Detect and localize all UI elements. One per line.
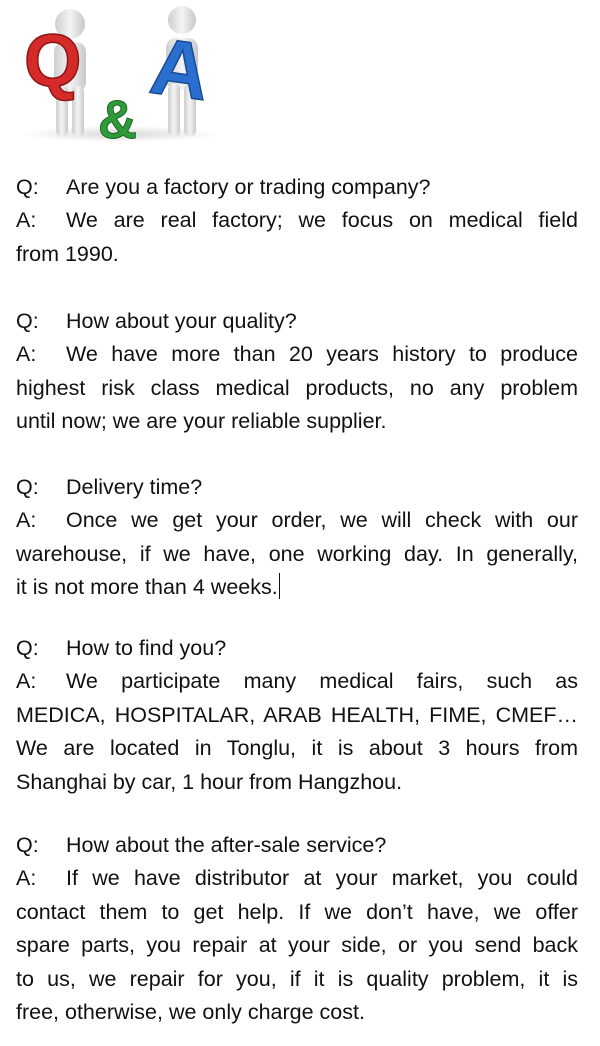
faq-item <box>16 632 578 799</box>
question-text: How to find you? <box>66 636 227 660</box>
answer-text: contact them to get help. If we don’t have, we offer <box>16 899 578 924</box>
answer-text: MEDICA, HOSPITALAR, ARAB HEALTH, FIME, CMEF… <box>16 702 578 727</box>
answer-text: We have more than 20 years history to produce <box>66 342 578 367</box>
answer-label: A: <box>16 669 37 694</box>
question-text: Delivery time? <box>66 475 203 499</box>
answer-text: from 1990. <box>16 241 119 266</box>
answer-text: Shanghai by car, 1 hour from Hangzhou. <box>16 769 403 794</box>
answer-line <box>16 963 578 996</box>
question-line <box>16 171 578 204</box>
answer-line <box>16 665 578 698</box>
answer-line <box>16 372 578 405</box>
answer-text: it is not more than 4 weeks. <box>16 575 278 600</box>
answer-text: We are real factory; we focus on medical field <box>66 208 578 233</box>
answer-label: A: <box>16 208 37 233</box>
answer-line <box>16 896 578 929</box>
answer-line <box>16 766 578 799</box>
answer-line <box>16 405 578 438</box>
question-label: Q: <box>16 309 39 333</box>
faq-item <box>16 829 578 1029</box>
answer-text: spare parts, you repair at your side, or you send back <box>16 933 578 958</box>
answer-label: A: <box>16 866 37 891</box>
answer-text: until now; we are your reliable supplier. <box>16 409 387 434</box>
question-label: Q: <box>16 833 39 857</box>
answer-text: highest risk class medical products, no any problem <box>16 375 578 400</box>
answer-text: warehouse, if we have, one working day. In generally, <box>16 541 578 566</box>
question-label: Q: <box>16 175 39 199</box>
ampersand: & <box>98 90 137 142</box>
answer-line <box>16 238 578 271</box>
question-line <box>16 632 578 665</box>
answer-text: to us, we repair for you, if it is quality problem, it is <box>16 966 578 991</box>
faq-item <box>16 305 578 439</box>
question-line <box>16 471 578 504</box>
answer-line <box>16 538 578 571</box>
question-line <box>16 829 578 862</box>
faq-item <box>16 471 578 605</box>
answer-text: We are located in Tonglu, it is about 3 hours from <box>16 736 578 761</box>
question-text: How about the after-sale service? <box>66 833 387 857</box>
question-text: How about your quality? <box>66 309 297 333</box>
question-line <box>16 305 578 338</box>
answer-line <box>16 732 578 765</box>
answer-line <box>16 862 578 895</box>
answer-line <box>16 504 578 537</box>
text-cursor <box>279 573 280 599</box>
answer-line <box>16 929 578 962</box>
qa-logo-image <box>18 4 224 142</box>
q-letter: Q <box>24 19 82 102</box>
answer-label: A: <box>16 508 37 533</box>
answer-text: free, otherwise, we only charge cost. <box>16 1000 365 1025</box>
answer-line <box>16 338 578 371</box>
answer-text: We participate many medical fairs, such as <box>66 669 578 694</box>
answer-text: If we have distributor at your market, you could <box>66 866 578 891</box>
answer-label: A: <box>16 342 37 367</box>
faq-item <box>16 171 578 271</box>
question-text: Are you a factory or trading company? <box>66 175 431 199</box>
answer-line <box>16 699 578 732</box>
question-label: Q: <box>16 475 39 499</box>
question-label: Q: <box>16 636 39 660</box>
a-letter: A <box>145 20 216 117</box>
answer-text: Once we get your order, we will check with our <box>66 508 578 533</box>
answer-line <box>16 204 578 237</box>
answer-line <box>16 996 578 1029</box>
answer-line <box>16 571 578 604</box>
